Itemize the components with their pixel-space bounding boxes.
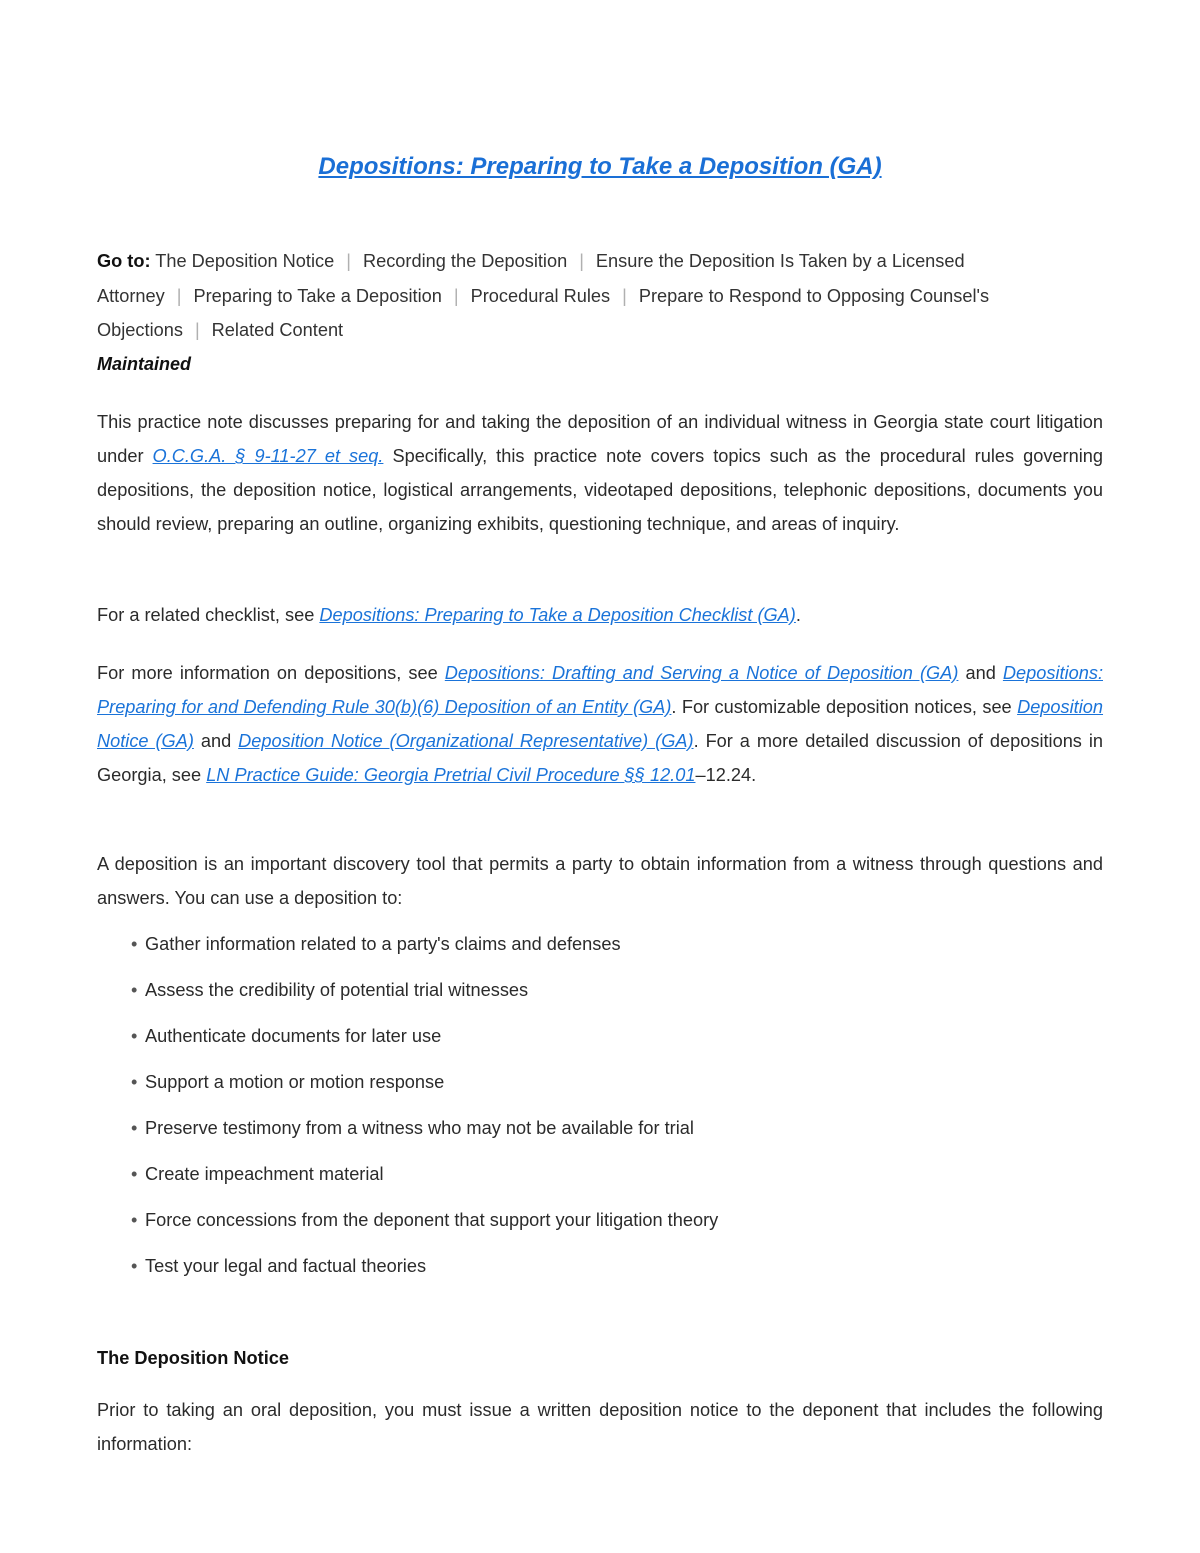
list-item xyxy=(131,1019,1031,1065)
list-item xyxy=(131,1065,1031,1111)
discovery-paragraph: A deposition is an important discovery tool that permits a party to obtain information from a witness through questions and answers. You can use a deposition to: xyxy=(97,854,1103,908)
separator: | xyxy=(579,251,584,271)
intro-text-after: Specifically, this practice note covers topics such as the procedural rules governing depositions, the deposition notice, logistical arrangements, videotaped depositions, telephonic depositions, documents you should review, preparing an outline, organizing exhibits, questioning technique, and areas of inquiry. xyxy=(97,446,1103,534)
bullet-icon: • xyxy=(131,1164,138,1184)
section-heading: The Deposition Notice xyxy=(97,1348,289,1368)
checklist-paragraph xyxy=(97,598,1103,632)
goto-link-related-content[interactable]: Related Content xyxy=(211,320,344,340)
more-info-text: and xyxy=(958,663,1003,683)
intro-paragraph xyxy=(97,405,1103,541)
list-item-text: Create impeachment material xyxy=(145,1164,384,1184)
practice-guide-link[interactable]: LN Practice Guide: Georgia Pretrial Civil Procedure §§ 12.01 xyxy=(206,765,696,785)
checklist-link[interactable]: Depositions: Preparing to Take a Deposition Checklist (GA) xyxy=(319,605,796,625)
list-item xyxy=(131,1249,1031,1295)
goto-label: Go to: xyxy=(97,251,151,271)
list-item xyxy=(131,1203,1031,1249)
intro-text-before: This practice note discusses preparing for and taking the deposition of an individual witness in Georgia state court litigation under xyxy=(97,412,1103,466)
bullet-icon: • xyxy=(131,1118,138,1138)
separator: | xyxy=(622,285,627,306)
deposition-notice-link[interactable]: Deposition Notice (GA) xyxy=(97,697,1104,751)
list-item-text: Support a motion or motion response xyxy=(145,1072,445,1092)
list-item-text: Preserve testimony from a witness who may not be available for trial xyxy=(145,1118,694,1138)
uses-list xyxy=(131,927,1031,1295)
goto-nav xyxy=(97,244,1103,348)
separator: | xyxy=(176,285,182,306)
more-info-text: . For a more detailed discussion of depositions in Georgia, see xyxy=(97,731,1104,785)
list-item xyxy=(131,1111,1031,1157)
list-item xyxy=(131,1157,1031,1203)
list-item-text: Gather information related to a party's claims and defenses xyxy=(145,934,621,954)
bullet-icon: • xyxy=(131,1256,138,1276)
separator: | xyxy=(194,320,200,340)
list-item-text: Authenticate documents for later use xyxy=(145,1026,442,1046)
bullet-icon: • xyxy=(131,1026,138,1046)
goto-link-preparing[interactable]: Preparing to Take a Deposition xyxy=(193,285,442,306)
list-item-text: Assess the credibility of potential trial witnesses xyxy=(145,980,529,1000)
goto-link-objections[interactable]: Prepare to Respond to Opposing Counsel's Objections xyxy=(97,285,990,340)
list-item-text: Force concessions from the deponent that support your litigation theory xyxy=(145,1210,719,1230)
ocga-link[interactable]: O.C.G.A. § 9-11-27 et seq. xyxy=(152,446,384,466)
list-item xyxy=(131,927,1031,973)
more-info-text: For more information on depositions, see xyxy=(97,663,445,683)
maintained-label: Maintained xyxy=(97,354,192,374)
bullet-icon: • xyxy=(131,934,138,954)
list-item-text: Test your legal and factual theories xyxy=(145,1256,427,1276)
notice-of-deposition-link[interactable]: Depositions: Drafting and Serving a Notice of Deposition (GA) xyxy=(444,663,959,683)
goto-link-procedural-rules[interactable]: Procedural Rules xyxy=(470,285,611,306)
bullet-icon: • xyxy=(131,1210,138,1230)
checklist-text: For a related checklist, see xyxy=(97,605,320,625)
separator: | xyxy=(453,285,459,306)
more-info-text: and xyxy=(193,731,239,751)
rule-30b6-link[interactable]: Depositions: Preparing for and Defending Rule 30(b)(6) Deposition of an Entity (GA) xyxy=(97,663,1103,717)
more-info-text: . For customizable deposition notices, see xyxy=(671,697,1018,717)
list-item xyxy=(131,973,1031,1019)
page-title[interactable]: Depositions: Preparing to Take a Deposition (GA) xyxy=(318,153,882,180)
notice-paragraph: Prior to taking an oral deposition, you must issue a written deposition notice to the deponent that includes the following information: xyxy=(97,1400,1103,1454)
organizational-notice-link[interactable]: Deposition Notice (Organizational Representative) (GA) xyxy=(238,731,694,751)
goto-link-licensed-attorney[interactable]: Ensure the Deposition Is Taken by a Licensed Attorney xyxy=(97,251,965,306)
more-info-text: –12.24. xyxy=(695,765,757,785)
goto-link-deposition-notice[interactable]: The Deposition Notice xyxy=(155,251,335,271)
bullet-icon: • xyxy=(131,980,138,1000)
goto-link-recording[interactable]: Recording the Deposition xyxy=(362,251,568,271)
checklist-period: . xyxy=(795,605,801,625)
bullet-icon: • xyxy=(131,1072,138,1092)
more-info-paragraph xyxy=(97,656,1103,792)
separator: | xyxy=(346,251,351,271)
